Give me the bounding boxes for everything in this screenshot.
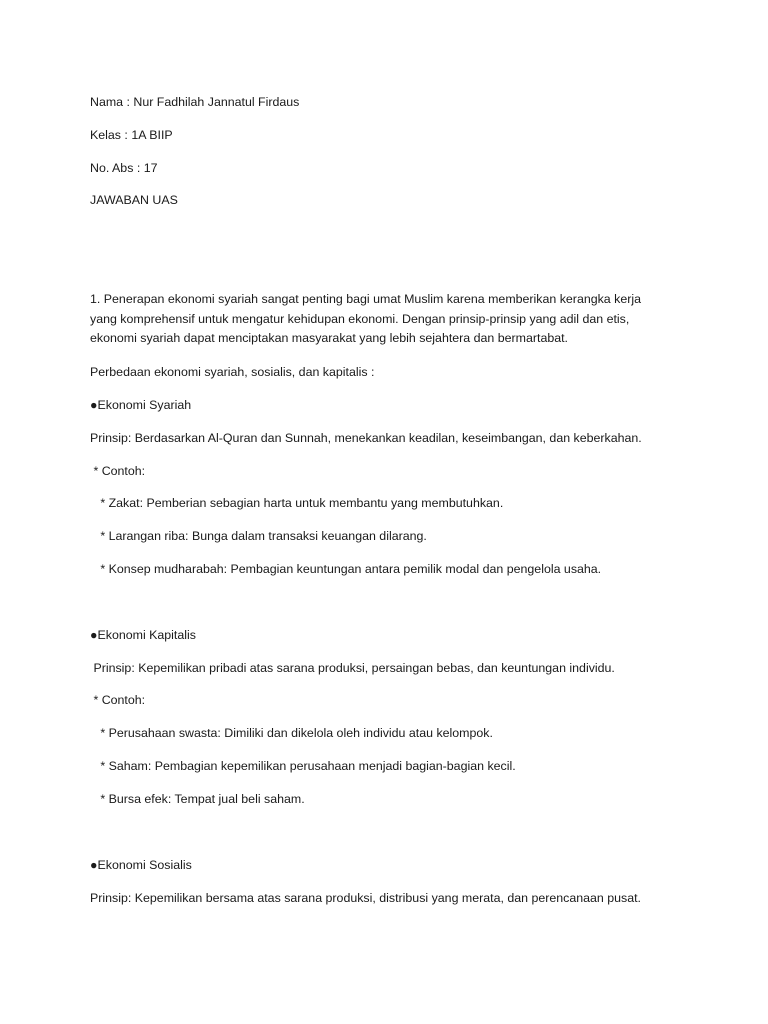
answer-intro-line-3: ekonomi syariah dapat menciptakan masyarakat yang lebih sejahtera dan bermartabat. [90,331,569,345]
sosialis-heading: ●Ekonomi Sosialis [90,858,192,872]
sosialis-principle: Prinsip: Kepemilikan bersama atas sarana produksi, distribusi yang merata, dan perencanaan pusat. [90,891,642,905]
kapitalis-example-2: * Saham: Pembagian kepemilikan perusahaan menjadi bagian-bagian kecil. [90,759,516,773]
syariah-example-1: * Zakat: Pemberian sebagian harta untuk membantu yang membutuhkan. [90,496,504,510]
student-number: No. Abs : 17 [90,161,158,175]
student-name: Nama : Nur Fadhilah Jannatul Firdaus [90,95,300,109]
answer-intro-line-1: 1. Penerapan ekonomi syariah sangat penting bagi umat Muslim karena memberikan kerangka kerja [90,292,641,306]
document-title: JAWABAN UAS [90,193,178,207]
kapitalis-example-1: * Perusahaan swasta: Dimiliki dan dikelola oleh individu atau kelompok. [90,726,493,740]
student-class: Kelas : 1A BIIP [90,128,173,142]
kapitalis-heading: ●Ekonomi Kapitalis [90,628,196,642]
syariah-example-label: * Contoh: [90,464,146,478]
answer-intro-line-2: yang komprehensif untuk mengatur kehidupan ekonomi. Dengan prinsip-prinsip yang adil dan etis, [90,312,630,326]
kapitalis-principle: Prinsip: Kepemilikan pribadi atas sarana produksi, persaingan bebas, dan keuntungan individu. [90,661,615,675]
syariah-example-2: * Larangan riba: Bunga dalam transaksi keuangan dilarang. [90,529,427,543]
kapitalis-example-label: * Contoh: [90,693,146,707]
syariah-example-3: * Konsep mudharabah: Pembagian keuntungan antara pemilik modal dan pengelola usaha. [90,562,602,576]
kapitalis-example-3: * Bursa efek: Tempat jual beli saham. [90,792,305,806]
syariah-heading: ●Ekonomi Syariah [90,398,192,412]
syariah-principle: Prinsip: Berdasarkan Al-Quran dan Sunnah, menekankan keadilan, keseimbangan, dan keberkahan. [90,431,642,445]
comparison-heading: Perbedaan ekonomi syariah, sosialis, dan kapitalis : [90,365,375,379]
